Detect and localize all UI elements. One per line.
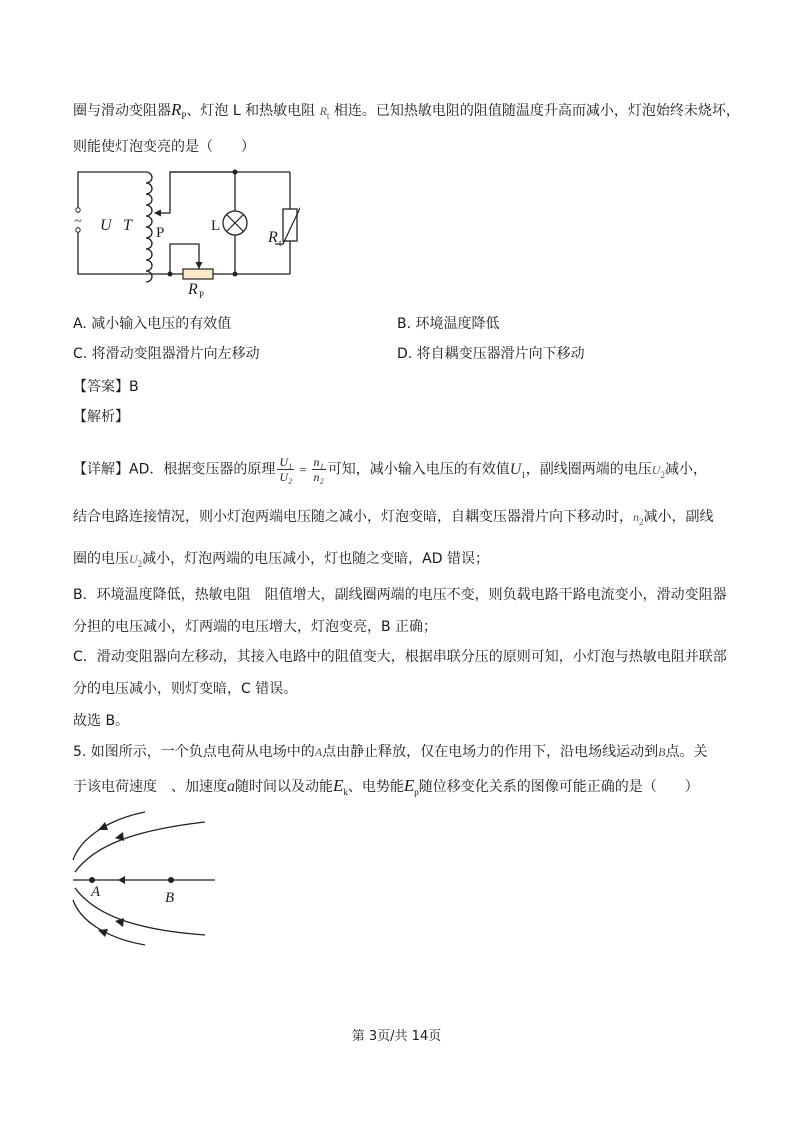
detail-text: 可知，减小输入电压的有效值 [327,461,510,478]
q4-stem-line-2: 则能使灯泡变亮的是（ ） [73,139,255,155]
u1-symbol: $U_1$ [509,460,526,480]
q4-stem-text: 、灯泡 L 和热敏电阻 [186,103,316,119]
label-t: T [123,217,132,234]
q4-stem-text: 相连。已知热敏电阻的阻值随温度升高而减小，灯泡始终未烧坏， [333,103,740,119]
detail-text: 结合电路连接情况，则小灯泡两端电压随之减小，灯泡变暗，自耦变压器滑片向下移动时， [73,509,633,525]
detail-text: 减小，灯泡两端的电压减小，灯也随之变暗，AD 错误； [142,551,489,567]
q4-stem-line-1 [73,100,740,126]
q5-text: 、电势能 [347,779,404,795]
label-p: P [156,225,165,241]
detail-text: 【详解】AD．根据变压器的原理 [73,461,276,478]
option-b: B. 环境温度降低 [397,316,500,332]
field-label-b: B [165,890,175,906]
acceleration-symbol: a [227,778,235,795]
q5-line-2 [73,776,699,802]
q5-line-1 [73,742,708,762]
answer-line: 【答案】B [73,379,139,395]
label-rp-sub: P [199,290,205,300]
q5-text: 点由静止释放，仅在电场力的作用下，沿电场线运动到 [322,744,659,760]
ratio-u: $\frac{\text{U₁}}{\text{U₂}}$ [279,455,293,484]
detail-line-6: C．滑动变阻器向左移动，其接入电路中的阻值变大，根据串联分压的原则可知，小灯泡与热敏电阻并联部 [73,649,727,665]
ep-symbol: $E_p$ [403,776,419,797]
detail-line-7: 分的电压减小，则灯变暗，C 错误。 [73,681,298,697]
point-a-symbol: A [314,745,323,759]
q5-text: 随时间以及动能 [235,779,333,795]
detail-line-3 [73,549,489,574]
equals-sign: = [299,461,307,477]
option-a: A. 减小输入电压的有效值 [73,316,232,332]
q5-text: 于该电荷速度 、加速度 [73,779,227,795]
circuit-diagram [70,164,300,310]
detail-line-2 [73,507,714,532]
page-footer: 第 3页/共 14页 [351,1029,442,1044]
option-c: C. 将滑动变阻器滑片向左移动 [73,346,260,362]
detail-text: 减小， [664,461,707,478]
label-rt: R [268,229,278,246]
label-rt-sub: t [279,238,282,248]
electric-field-figure [65,810,225,950]
detail-line-5: 分担的电压减小，灯两端的电压增大，灯泡变亮，B 正确； [73,619,438,635]
detail-line-1 [73,455,707,485]
q5-text: 点。关 [665,744,708,760]
analysis-heading: 【解析】 [73,409,129,425]
field-label-a: A [91,884,101,900]
u2-symbol: $U_2$ [651,462,665,480]
detail-text: ，副线圈两端的电压 [525,461,652,478]
detail-text: 圈的电压 [73,551,129,567]
label-rp: R [188,281,198,298]
ek-symbol: $E_k$ [333,776,348,797]
label-u: U [100,217,112,234]
q4-stem-text: 圈与滑动变阻器 [73,103,171,119]
q5-text: 随位移变化关系的图像可能正确的是（ ） [418,779,699,795]
point-b-symbol: B [658,745,666,759]
detail-text: 减小，副线 [643,509,714,525]
detail-line-4: B．环境温度降低，热敏电阻 阻值增大，副线圈两端的电压不变，则负载电路干路电流变小，滑动变阻器 [73,587,727,603]
rp-symbol: $R_P$ [171,100,187,121]
label-l: L [211,218,221,234]
n2-symbol: $n_2$ [633,510,644,527]
rt-symbol: $R_t$ [319,104,330,121]
conclusion-line: 故选 B。 [73,713,130,729]
option-d: D. 将自耦变压器滑片向下移动 [397,346,585,362]
q5-text: 5. 如图所示，一个负点电荷从电场中的 [73,744,315,760]
ratio-n: $\frac{\text{n₁}}{\text{n₂}}$ [313,455,324,484]
ac-source-symbol: ~ [74,214,82,229]
u2-symbol: $U_2$ [129,552,143,569]
